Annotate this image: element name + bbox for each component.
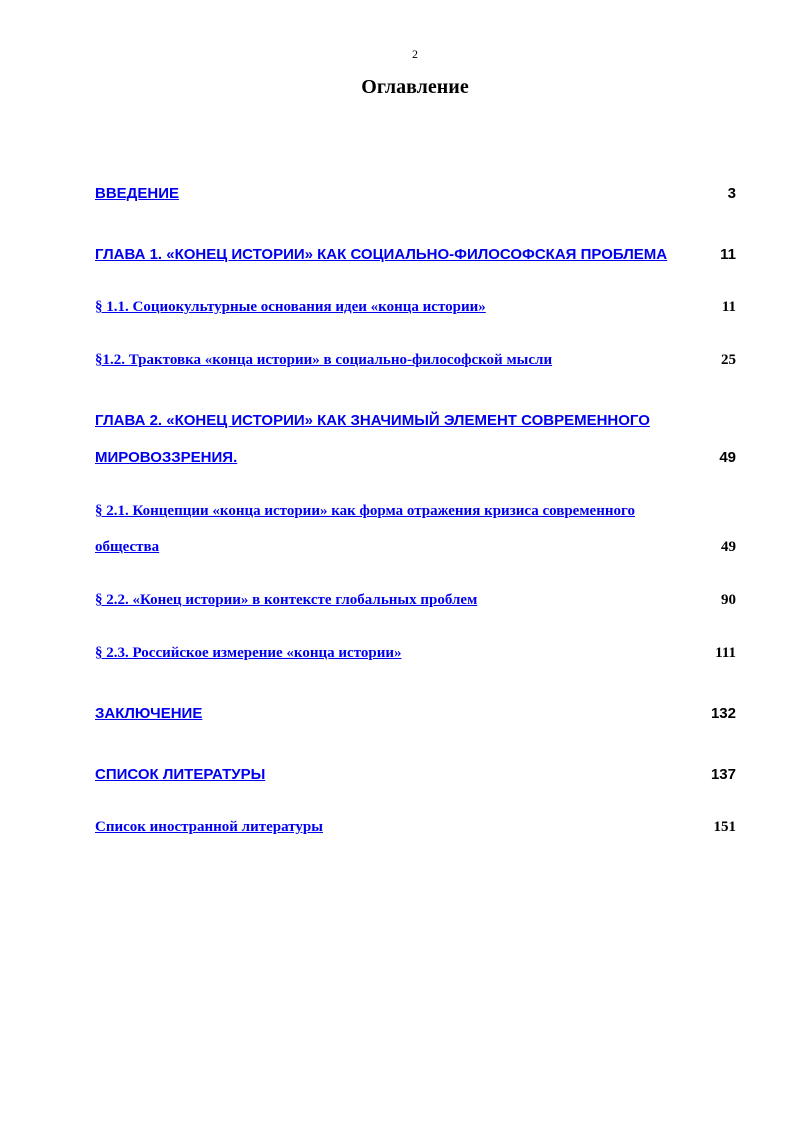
toc-link-section-1-2[interactable]: §1.2. Трактовка «конца истории» в социально-философской мысли xyxy=(95,352,553,368)
toc-item-section-2-1-line2 xyxy=(95,539,736,556)
toc-page-section-1-1: 11 xyxy=(721,299,736,315)
toc-page-references: 137 xyxy=(710,766,736,783)
toc-page-section-1-2: 25 xyxy=(721,352,736,368)
toc-link-section-2-1[interactable]: § 2.1. Концепции «конца истории» как форма отражения кризиса современного xyxy=(95,503,635,519)
toc-item-chapter-1 xyxy=(95,246,736,263)
toc-item-introduction xyxy=(95,185,736,202)
toc-item-references xyxy=(95,766,736,783)
toc-link-chapter-2-continued[interactable]: МИРОВОЗЗРЕНИЯ. xyxy=(95,449,238,466)
toc-item-section-2-2 xyxy=(95,592,736,609)
toc-link-conclusion[interactable]: ЗАКЛЮЧЕНИЕ xyxy=(95,705,203,722)
toc-page-section-2-2: 90 xyxy=(721,592,736,608)
toc-link-chapter-1[interactable]: ГЛАВА 1. «КОНЕЦ ИСТОРИИ» КАК СОЦИАЛЬНО-ФИЛОСОФСКАЯ ПРОБЛЕМА xyxy=(95,246,668,263)
toc-link-references[interactable]: СПИСОК ЛИТЕРАТУРЫ xyxy=(95,766,266,783)
toc-page-chapter-2: 49 xyxy=(719,449,736,466)
toc-item-section-1-2 xyxy=(95,352,736,369)
toc-link-section-1-1[interactable]: § 1.1. Социокультурные основания идеи «конца истории» xyxy=(95,299,486,315)
toc-item-chapter-2-line2 xyxy=(95,449,736,466)
toc-link-section-2-2[interactable]: § 2.2. «Конец истории» в контексте глобальных проблем xyxy=(95,592,478,608)
toc-link-section-2-1-continued[interactable]: общества xyxy=(95,539,160,555)
toc-item-foreign-references xyxy=(95,819,736,836)
toc-item-chapter-2-line1 xyxy=(95,412,736,429)
toc-page-section-2-3: 111 xyxy=(715,645,736,661)
toc-item-section-2-3 xyxy=(95,645,736,662)
toc-page-section-2-1: 49 xyxy=(721,539,736,555)
toc-item-section-1-1 xyxy=(95,299,736,316)
toc-page-conclusion: 132 xyxy=(710,705,736,722)
toc-link-section-2-3[interactable]: § 2.3. Российское измерение «конца истории» xyxy=(95,645,402,661)
toc-item-conclusion xyxy=(95,705,736,722)
toc-page-chapter-1: 11 xyxy=(720,246,736,263)
toc-page-foreign-references: 151 xyxy=(713,819,736,835)
toc-link-introduction[interactable]: ВВЕДЕНИЕ xyxy=(95,185,179,202)
toc-link-foreign-references[interactable]: Список иностранной литературы xyxy=(95,819,323,835)
toc-page-introduction: 3 xyxy=(727,185,736,202)
toc-link-chapter-2[interactable]: ГЛАВА 2. «КОНЕЦ ИСТОРИИ» КАК ЗНАЧИМЫЙ ЭЛЕМЕНТ СОВРЕМЕННОГО xyxy=(95,412,650,429)
toc-item-section-2-1-line1 xyxy=(95,503,736,520)
page-title: Оглавление xyxy=(361,76,469,98)
page-number: 2 xyxy=(412,47,418,61)
